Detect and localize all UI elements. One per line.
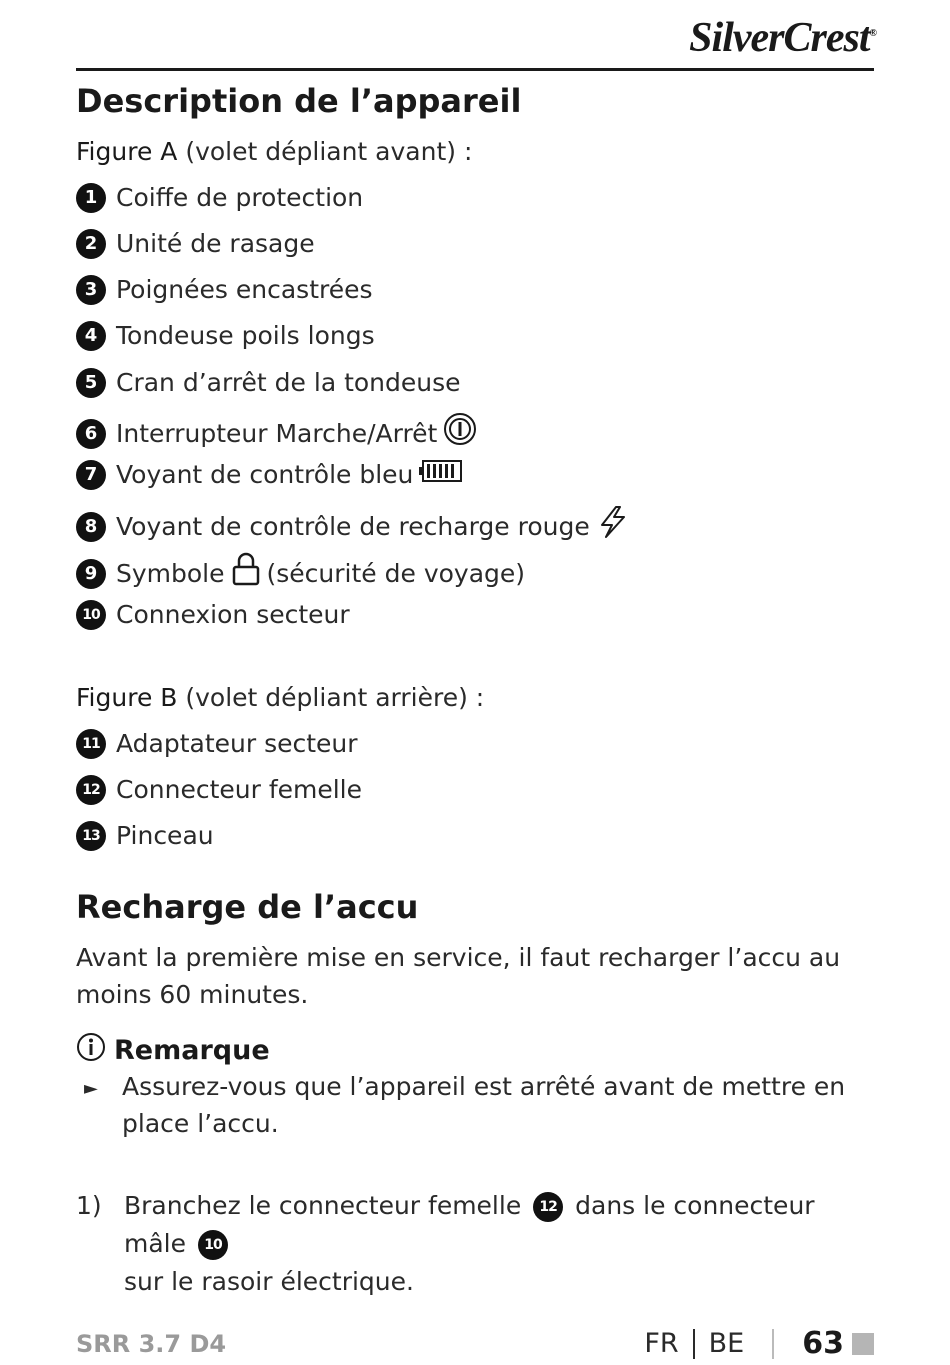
list-item: 7 Voyant de contrôle bleu [76, 458, 463, 492]
list-item: 8 Voyant de contrôle de recharge rouge [76, 505, 628, 548]
instruction-step: 1) Branchez le connecteur femelle 12 dans le connecteur mâle 10 sur le rasoir électrique. [76, 1191, 815, 1296]
figure-b-caption: Figure B (volet dépliant arrière) : [76, 683, 485, 712]
page-footer: FR BE 63 [644, 1326, 874, 1361]
info-icon [76, 1032, 106, 1069]
intro-paragraph: Avant la première mise en service, il faut recharger l’accu au moins 60 minutes. [76, 943, 841, 1009]
padlock-icon [231, 552, 261, 595]
lightning-icon [596, 505, 628, 548]
header-rule [76, 68, 874, 71]
figure-a-caption: Figure A (volet dépliant avant) : [76, 137, 473, 166]
list-item: 4 Tondeuse poils longs [76, 319, 375, 353]
list-item: 9 Symbole (sécurité de voyage) [76, 552, 525, 595]
list-item: 12 Connecteur femelle [76, 773, 362, 807]
list-item: 3 Poignées encastrées [76, 273, 373, 307]
list-item: 10 Connexion secteur [76, 598, 350, 632]
list-item: 1 Coiffe de protection [76, 181, 363, 215]
section-title-recharge: Recharge de l’accu [76, 888, 419, 926]
page-marker [852, 1333, 874, 1355]
model-number: SRR 3.7 D4 [76, 1330, 227, 1358]
list-item: 5 Cran d’arrêt de la tondeuse [76, 366, 461, 400]
arrow-right-icon: ► [84, 1078, 98, 1099]
list-item: 2 Unité de rasage [76, 227, 315, 261]
list-item: 13 Pinceau [76, 819, 214, 853]
power-button-icon [443, 412, 477, 455]
note-heading: Remarque [76, 1032, 270, 1069]
brand-logo: SilverCrest® [689, 15, 876, 61]
battery-icon [419, 458, 463, 492]
list-item: 11 Adaptateur secteur [76, 727, 358, 761]
note-bullet: ► Assurez-vous que l’appareil est arrêté avant de mettre en place l’accu. [84, 1068, 874, 1142]
section-title-description: Description de l’appareil [76, 82, 522, 120]
page-number: 63 [802, 1326, 844, 1361]
list-item: 6 Interrupteur Marche/Arrêt [76, 412, 477, 455]
